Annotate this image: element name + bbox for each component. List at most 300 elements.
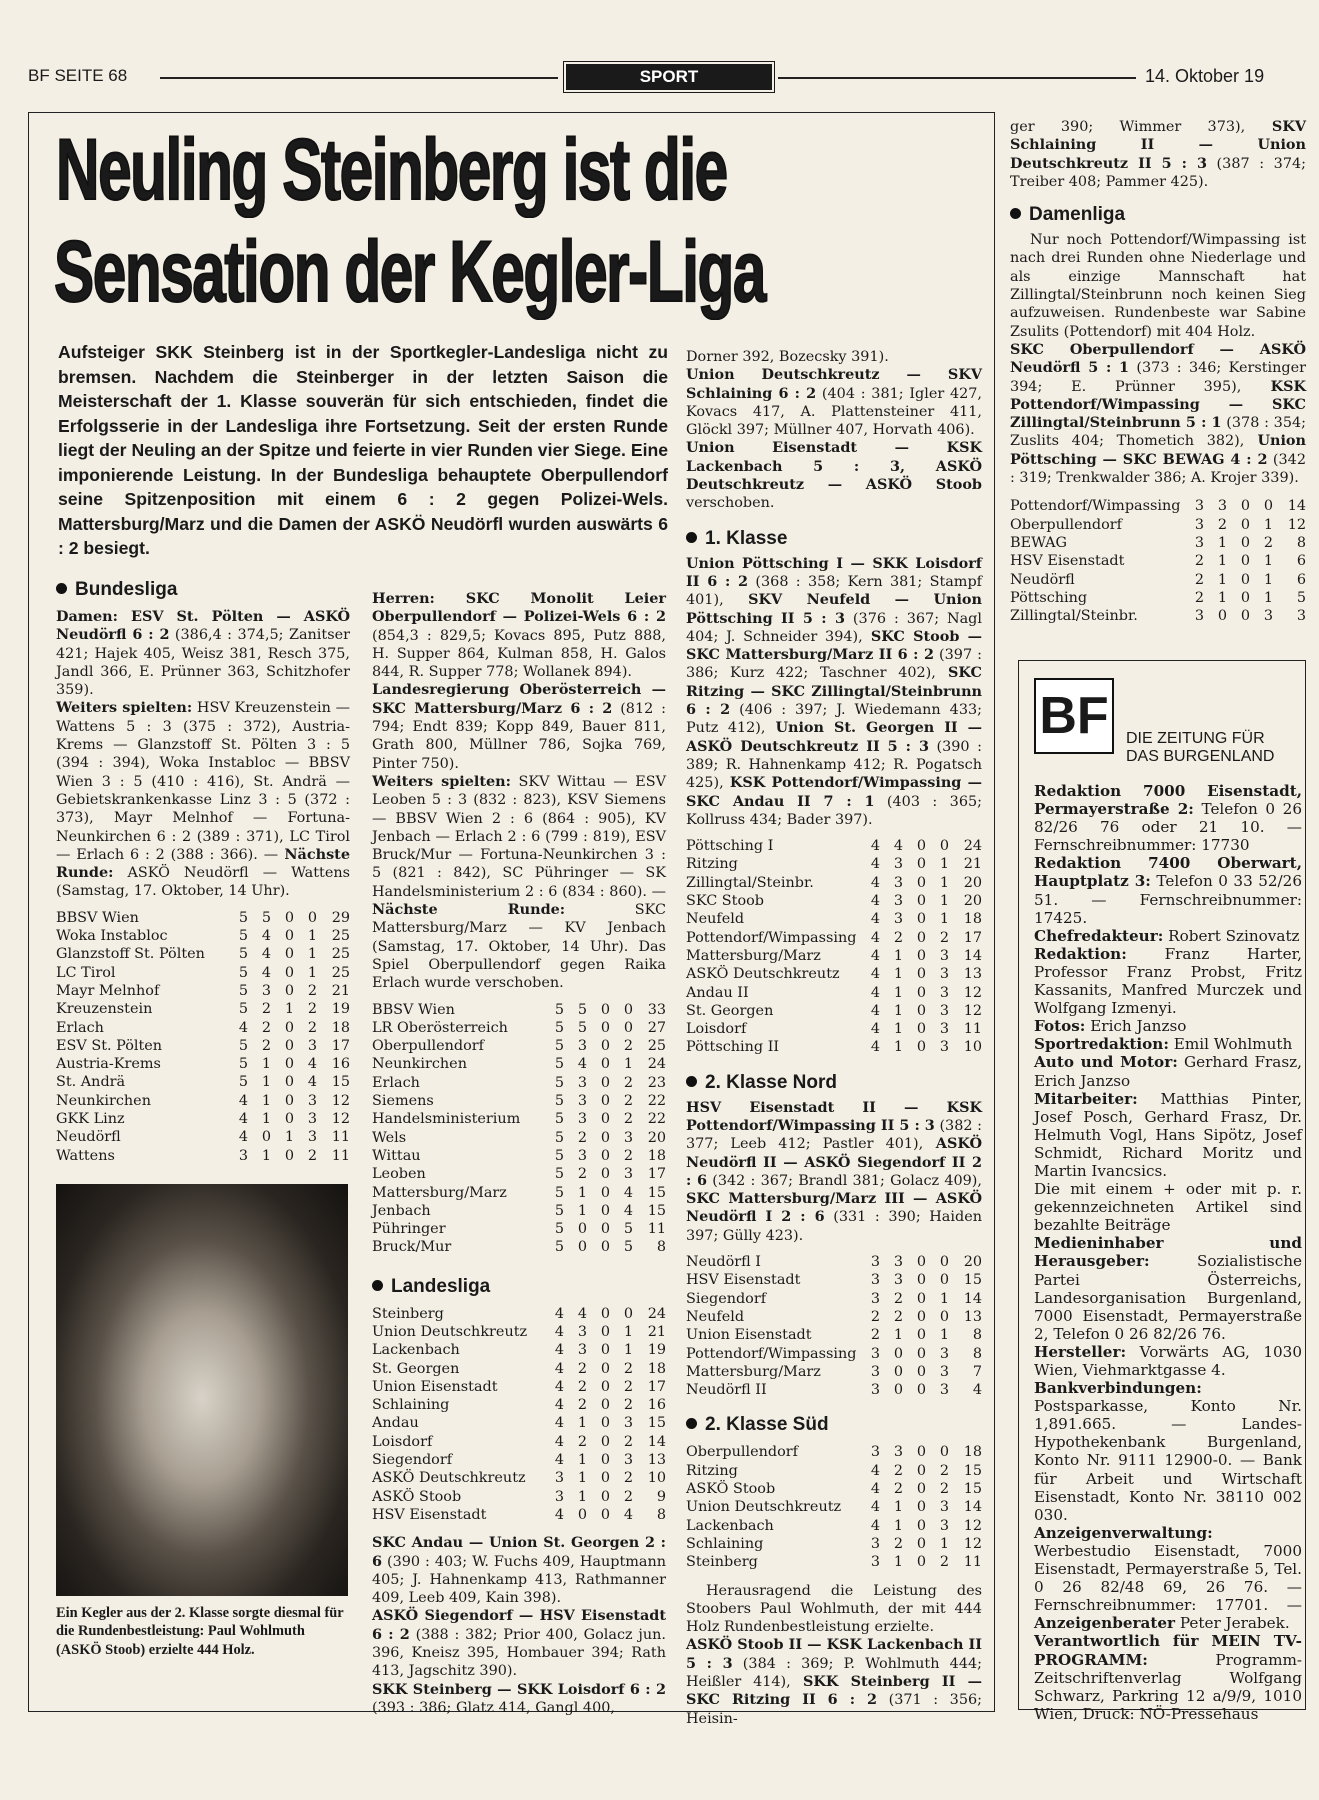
stat-cell: 4: [623, 1202, 634, 1219]
table-row: [372, 1433, 666, 1451]
stat-cell: 4: [554, 1506, 565, 1523]
stat-cell: 17: [963, 929, 982, 946]
stat-cell: 2: [577, 1166, 588, 1183]
stat-cell: 3: [939, 1039, 950, 1056]
stat-cell: 0: [916, 1345, 927, 1362]
table-row: [372, 1378, 666, 1396]
table-row: [372, 1360, 666, 1378]
team-name: Schlaining: [372, 1397, 450, 1414]
table-row: [56, 964, 350, 982]
stat-cell: 5: [577, 1019, 588, 1036]
team-name: ASKÖ Deutschkreutz: [372, 1470, 526, 1487]
table-row: [1010, 552, 1306, 570]
table-row: [372, 1238, 666, 1256]
team-name: Ritzing: [686, 1462, 738, 1479]
table-row: [372, 1074, 666, 1092]
table-row: [686, 1535, 982, 1553]
table-row: [372, 1488, 666, 1506]
stat-cell: 0: [284, 964, 295, 981]
stat-cell: 1: [1217, 589, 1228, 606]
stat-cell: 3: [1296, 608, 1306, 625]
stat-cell: 3: [577, 1147, 588, 1164]
stat-cell: 0: [916, 911, 927, 928]
stat-cell: 0: [577, 1239, 588, 1256]
stat-cell: 0: [916, 856, 927, 873]
stat-cell: 3: [1194, 498, 1205, 515]
stat-cell: 0: [916, 838, 927, 855]
stat-cell: 3: [893, 1254, 904, 1271]
stat-cell: 1: [577, 1488, 588, 1505]
standings-table-damenliga: [1010, 497, 1306, 625]
stat-cell: 0: [284, 1092, 295, 1109]
stat-cell: 18: [963, 1444, 982, 1461]
table-row: [686, 1271, 982, 1289]
stat-cell: 3: [893, 856, 904, 873]
stat-cell: 0: [600, 1506, 611, 1523]
team-name: St. Georgen: [686, 1002, 774, 1019]
stat-cell: 5: [554, 1147, 565, 1164]
team-name: HSV Eisenstadt: [686, 1272, 801, 1289]
table-row: [686, 947, 982, 965]
team-name: Handelsministerium: [372, 1111, 521, 1128]
stat-cell: 0: [600, 1221, 611, 1238]
team-name: Pottendorf/Wimpassing: [1010, 498, 1181, 515]
stat-cell: 0: [893, 1363, 904, 1380]
team-name: Erlach: [372, 1074, 420, 1091]
stat-cell: 25: [331, 946, 350, 963]
team-name: ESV St. Pölten: [56, 1037, 163, 1054]
team-name: Oberpullendorf: [1010, 516, 1122, 533]
team-name: ASKÖ Stoob: [686, 1481, 776, 1498]
table-row: [372, 1220, 666, 1238]
stat-cell: 5: [623, 1221, 634, 1238]
stat-cell: 2: [577, 1433, 588, 1450]
stat-cell: 4: [577, 1305, 588, 1322]
table-row: [56, 927, 350, 945]
stat-cell: 22: [647, 1093, 666, 1110]
stat-cell: 0: [284, 1037, 295, 1054]
stat-cell: 0: [600, 1323, 611, 1340]
section-heading-2-klasse-nord: 2. Klasse Nord: [686, 1071, 982, 1095]
stat-cell: 0: [1240, 534, 1251, 551]
stat-cell: 4: [870, 1021, 881, 1038]
stat-cell: 3: [939, 966, 950, 983]
stat-cell: 4: [972, 1382, 982, 1399]
stat-cell: 1: [893, 966, 904, 983]
stat-cell: 12: [331, 1092, 350, 1109]
stat-cell: 21: [331, 982, 350, 999]
team-name: Union Deutschkreutz: [686, 1499, 842, 1516]
stat-cell: 2: [261, 1001, 272, 1018]
stat-cell: 0: [284, 1056, 295, 1073]
stat-cell: 9: [656, 1488, 666, 1505]
stat-cell: 2: [623, 1397, 634, 1414]
section-heading-bundesliga: Bundesliga: [56, 578, 350, 602]
stat-cell: 8: [1296, 534, 1306, 551]
table-row: [56, 1110, 350, 1128]
stat-cell: 1: [261, 1111, 272, 1128]
stat-cell: 4: [554, 1342, 565, 1359]
stat-cell: 1: [939, 874, 950, 891]
player-photo: [56, 1184, 348, 1596]
stat-cell: 3: [893, 1272, 904, 1289]
stat-cell: 0: [916, 984, 927, 1001]
2-klasse-sued-report: Herausragend die Leistung des Stoobers Paul Wohlmuth, der mit 444 Holz Rundenbestleistung erzielte. ASKÖ Stoob II — KSK Lackenbach II 5 : 3 (384 : 369; P. Wohlmuth 444; Heißler 414), SKK Steinberg II — SKC Ritzing II 6 : 2 (371 : 356; Heisin-: [686, 1582, 982, 1727]
stat-cell: 2: [870, 1308, 881, 1325]
stat-cell: 3: [870, 1444, 881, 1461]
standings-table-bundesliga-damen: [56, 909, 350, 1165]
stat-cell: 18: [647, 1147, 666, 1164]
team-name: Ritzing: [686, 856, 738, 873]
stat-cell: 0: [600, 1184, 611, 1201]
stat-cell: 0: [307, 909, 318, 926]
stat-cell: 5: [238, 1037, 249, 1054]
table-row: [372, 1414, 666, 1432]
stat-cell: 8: [656, 1239, 666, 1256]
stat-cell: 2: [623, 1488, 634, 1505]
stat-cell: 19: [331, 1001, 350, 1018]
stat-cell: 0: [284, 1111, 295, 1128]
team-name: Loisdorf: [372, 1433, 433, 1450]
newspaper-slogan: DIE ZEITUNG FÜR DAS BURGENLAND: [1126, 730, 1275, 765]
stat-cell: 27: [647, 1019, 666, 1036]
section-badge: SPORT: [566, 64, 772, 90]
team-name: Pottendorf/Wimpassing: [686, 1345, 857, 1362]
bullet-icon: [372, 1280, 383, 1291]
stat-cell: 5: [238, 909, 249, 926]
stat-cell: 5: [554, 1093, 565, 1110]
damenliga-report-intro: ger 390; Wimmer 373), SKV Schlaining II — Union Deutschkreutz II 5 : 3 (387 : 374; Treiber 408; Pammer 425).: [1010, 118, 1306, 190]
stat-cell: 3: [307, 1129, 318, 1146]
team-name: Austria-Krems: [56, 1056, 161, 1073]
stat-cell: 0: [284, 946, 295, 963]
stat-cell: 3: [623, 1452, 634, 1469]
stat-cell: 0: [261, 1129, 272, 1146]
team-name: Neunkirchen: [372, 1056, 467, 1073]
stat-cell: 15: [963, 1481, 982, 1498]
stat-cell: 4: [870, 856, 881, 873]
table-row: [372, 1323, 666, 1341]
stat-cell: 2: [623, 1074, 634, 1091]
stat-cell: 2: [939, 1481, 950, 1498]
stat-cell: 3: [238, 1147, 249, 1164]
table-row: [686, 1553, 982, 1571]
stat-cell: 0: [916, 966, 927, 983]
stat-cell: 4: [870, 947, 881, 964]
stat-cell: 1: [1263, 589, 1274, 606]
table-row: [56, 1073, 350, 1091]
stat-cell: 0: [577, 1506, 588, 1523]
stat-cell: 3: [939, 1517, 950, 1534]
stat-cell: 12: [963, 1535, 982, 1552]
stat-cell: 11: [647, 1221, 666, 1238]
team-name: Erlach: [56, 1019, 104, 1036]
stat-cell: 4: [307, 1056, 318, 1073]
stat-cell: 13: [963, 966, 982, 983]
stat-cell: 0: [916, 1254, 927, 1271]
stat-cell: 4: [870, 1039, 881, 1056]
stat-cell: 4: [870, 929, 881, 946]
1-klasse-report: Union Pöttsching I — SKK Loisdorf II 6 : 2 (368 : 358; Kern 381; Stampf 401), SKV Neufeld — Union Pöttsching II 5 : 3 (376 : 367; Nagl 404; J. Schneider 394), SKC Stoob — SKC Mattersburg/Marz II 6 : 2 (397 : 386; Kurz 422; Taschner 402), SKC Ritzing — SKC Zillingtal/Steinbrunn 6 : 2 (406 : 397; J. Wiedemann 433; Putz 412), Union St. Georgen II — ASKÖ Deutschkreutz II 5 : 3 (390 : 389; R. Hahnenkamp 412; R. Pogatsch 425), KSK Pottendorf/Wimpassing — SKC Andau II 7 : 1 (403 : 365; Kollruss 434; Bader 397).: [686, 554, 983, 828]
stat-cell: 0: [916, 893, 927, 910]
stat-cell: 3: [577, 1074, 588, 1091]
stat-cell: 1: [623, 1323, 634, 1340]
stat-cell: 0: [916, 874, 927, 891]
stat-cell: 3: [893, 911, 904, 928]
stat-cell: 14: [1287, 498, 1306, 515]
table-row: [372, 1092, 666, 1110]
stat-cell: 1: [893, 1554, 904, 1571]
team-name: Pöttsching II: [686, 1039, 780, 1056]
table-row: [686, 984, 982, 1002]
stat-cell: 5: [238, 1001, 249, 1018]
stat-cell: 3: [307, 1037, 318, 1054]
stat-cell: 3: [939, 947, 950, 964]
table-row: [372, 1037, 666, 1055]
stat-cell: 3: [870, 1345, 881, 1362]
stat-cell: 0: [623, 1001, 634, 1018]
stat-cell: 0: [600, 1093, 611, 1110]
stat-cell: 0: [916, 1382, 927, 1399]
stat-cell: 0: [284, 1019, 295, 1036]
stat-cell: 2: [1194, 589, 1205, 606]
stat-cell: 4: [554, 1433, 565, 1450]
stat-cell: 3: [893, 874, 904, 891]
stat-cell: 1: [261, 1074, 272, 1091]
stat-cell: 0: [600, 1452, 611, 1469]
stat-cell: 3: [939, 1382, 950, 1399]
stat-cell: 0: [1240, 608, 1251, 625]
headline-line-1: Neuling Steinberg ist die: [56, 122, 727, 218]
table-row: [686, 1038, 982, 1056]
section-heading-damenliga: Damenliga: [1010, 203, 1306, 227]
stat-cell: 4: [238, 1019, 249, 1036]
table-row: [372, 1202, 666, 1220]
stat-cell: 2: [1217, 516, 1228, 533]
stat-cell: 0: [916, 1517, 927, 1534]
stat-cell: 3: [870, 1363, 881, 1380]
stat-cell: 0: [939, 1272, 950, 1289]
stat-cell: 2: [577, 1129, 588, 1146]
stat-cell: 10: [963, 1039, 982, 1056]
stat-cell: 15: [963, 1272, 982, 1289]
team-name: Bruck/Mur: [372, 1239, 452, 1256]
stat-cell: 3: [623, 1129, 634, 1146]
stat-cell: 4: [261, 946, 272, 963]
column-2: [372, 590, 666, 1717]
stat-cell: 1: [577, 1452, 588, 1469]
stat-cell: 0: [916, 1327, 927, 1344]
stat-cell: 0: [916, 1039, 927, 1056]
stat-cell: 0: [600, 1488, 611, 1505]
stat-cell: 0: [916, 1363, 927, 1380]
team-name: LR Oberösterreich: [372, 1019, 508, 1036]
stat-cell: 0: [916, 1444, 927, 1461]
stat-cell: 1: [261, 1092, 272, 1109]
stat-cell: 2: [623, 1093, 634, 1110]
stat-cell: 20: [963, 893, 982, 910]
table-row: [686, 929, 982, 947]
team-name: Jenbach: [372, 1202, 431, 1219]
table-row: [686, 1020, 982, 1038]
stat-cell: 2: [1194, 571, 1205, 588]
landesliga-report: SKC Andau — Union St. Georgen 2 : 6 (390 : 403; W. Fuchs 409, Hauptmann 405; J. Hahnenkamp 413, Rathmanner 409, Leeb 409, Kain 398). ASKÖ Siegendorf — HSV Eisenstadt 6 : 2 (388 : 382; Prior 400, Golacz jun. 396, Kneisz 395, Hombauer 394; Rath 413, Jagschitz 390). SKK Steinberg — SKK Loisdorf 6 : 2 (393 : 386; Glatz 414, Gangl 400,: [372, 1534, 667, 1716]
table-row: [372, 1305, 666, 1323]
stat-cell: 3: [1194, 608, 1205, 625]
team-name: St. Georgen: [372, 1360, 460, 1377]
stat-cell: 29: [331, 909, 350, 926]
table-row: [686, 1517, 982, 1535]
header-rule-left: [160, 77, 558, 79]
stat-cell: 0: [916, 947, 927, 964]
stat-cell: 15: [963, 1462, 982, 1479]
stat-cell: 3: [1194, 534, 1205, 551]
table-row: [686, 910, 982, 928]
stat-cell: 8: [972, 1345, 982, 1362]
stat-cell: 0: [916, 929, 927, 946]
stat-cell: 1: [939, 1327, 950, 1344]
stat-cell: 0: [916, 1308, 927, 1325]
stat-cell: 4: [623, 1506, 634, 1523]
stat-cell: 3: [939, 1345, 950, 1362]
team-name: Mayr Melnhof: [56, 982, 160, 999]
stat-cell: 3: [1263, 608, 1274, 625]
stat-cell: 5: [554, 1056, 565, 1073]
stat-cell: 33: [647, 1001, 666, 1018]
stat-cell: 4: [623, 1184, 634, 1201]
section-heading-1-klasse: 1. Klasse: [686, 527, 982, 551]
stat-cell: 5: [554, 1221, 565, 1238]
stat-cell: 4: [554, 1323, 565, 1340]
team-name: Woka Instabloc: [56, 928, 168, 945]
table-row: [686, 1381, 982, 1399]
stat-cell: 14: [963, 947, 982, 964]
stat-cell: 23: [647, 1074, 666, 1091]
stat-cell: 3: [870, 1254, 881, 1271]
team-name: Pöttsching: [1010, 589, 1088, 606]
table-row: [372, 1001, 666, 1019]
team-name: Neudörfl: [56, 1129, 121, 1146]
stat-cell: 3: [261, 982, 272, 999]
stat-cell: 1: [893, 1517, 904, 1534]
table-row: [1010, 534, 1306, 552]
table-row: [686, 1462, 982, 1480]
stat-cell: 2: [1263, 534, 1274, 551]
stat-cell: 0: [600, 1129, 611, 1146]
stat-cell: 12: [331, 1111, 350, 1128]
stat-cell: 15: [647, 1184, 666, 1201]
stat-cell: 3: [939, 984, 950, 1001]
stat-cell: 4: [554, 1415, 565, 1432]
stat-cell: 3: [870, 1290, 881, 1307]
stat-cell: 0: [577, 1221, 588, 1238]
stat-cell: 5: [1296, 589, 1306, 606]
stat-cell: 25: [331, 964, 350, 981]
stat-cell: 5: [238, 964, 249, 981]
stat-cell: 0: [600, 1397, 611, 1414]
stat-cell: 17: [331, 1037, 350, 1054]
stat-cell: 4: [870, 874, 881, 891]
team-name: Kreuzenstein: [56, 1001, 153, 1018]
stat-cell: 4: [554, 1305, 565, 1322]
stat-cell: 8: [656, 1506, 666, 1523]
stat-cell: 0: [623, 1019, 634, 1036]
stat-cell: 0: [1240, 498, 1251, 515]
stat-cell: 0: [1263, 498, 1274, 515]
stat-cell: 2: [623, 1360, 634, 1377]
bullet-icon: [686, 532, 697, 543]
stat-cell: 3: [554, 1488, 565, 1505]
stat-cell: 3: [307, 1111, 318, 1128]
team-name: Pottendorf/Wimpassing: [686, 929, 857, 946]
stat-cell: 2: [307, 982, 318, 999]
stat-cell: 5: [554, 1202, 565, 1219]
stat-cell: 5: [238, 1056, 249, 1073]
stat-cell: 4: [554, 1360, 565, 1377]
team-name: Union Eisenstadt: [372, 1378, 498, 1395]
table-row: [686, 1290, 982, 1308]
table-row: [686, 1345, 982, 1363]
stat-cell: 3: [1194, 516, 1205, 533]
photo-caption: Ein Kegler aus der 2. Klasse sorgte diesmal für die Rundenbestleistung: Paul Wohlmuth (ASKÖ Stoob) erzielte 444 Holz.: [56, 1605, 344, 1658]
stat-cell: 0: [284, 928, 295, 945]
team-name: Wattens: [56, 1147, 115, 1164]
stat-cell: 20: [963, 1254, 982, 1271]
stat-cell: 0: [916, 1535, 927, 1552]
table-row: [372, 1396, 666, 1414]
stat-cell: 0: [600, 1378, 611, 1395]
section-heading-2-klasse-sued: 2. Klasse Süd: [686, 1413, 982, 1437]
stat-cell: 15: [647, 1202, 666, 1219]
team-name: Wittau: [372, 1147, 421, 1164]
stat-cell: 14: [963, 1499, 982, 1516]
stat-cell: 3: [870, 1554, 881, 1571]
stat-cell: 0: [600, 1342, 611, 1359]
stat-cell: 1: [577, 1415, 588, 1432]
stat-cell: 0: [600, 1147, 611, 1164]
stat-cell: 2: [939, 1462, 950, 1479]
team-name: Pühringer: [372, 1221, 446, 1238]
table-row: [686, 892, 982, 910]
stat-cell: 3: [554, 1470, 565, 1487]
lead-paragraph: Aufsteiger SKK Steinberg ist in der Sportkegler-Landesliga nicht zu bremsen. Nachdem die Steinberger in der letzten Saison die Meisterschaft der 1. Klasse souverän für sich entschieden, findet die Erfolgsserie in der Landesliga ihre Fortsetzung. Seit der ersten Runde liegt der Neuling an der Spitze und feierte in vier Runden vier Siege. Eine imponierende Leistung. In der Bundesliga behauptete Oberpullendorf seine Spitzenposition mit einem 6 : 2 gegen Polizei-Wels. Mattersburg/Marz und die Damen der ASKÖ Neudörfl wurden auswärts 6 : 2 besiegt.: [58, 342, 668, 558]
stat-cell: 2: [870, 1327, 881, 1344]
stat-cell: 21: [647, 1323, 666, 1340]
stat-cell: 1: [284, 1001, 295, 1018]
stat-cell: 5: [238, 928, 249, 945]
table-row: [56, 1037, 350, 1055]
team-name: Mattersburg/Marz: [686, 947, 821, 964]
team-name: Mattersburg/Marz: [686, 1363, 821, 1380]
stat-cell: 3: [939, 1363, 950, 1380]
stat-cell: 3: [623, 1415, 634, 1432]
stat-cell: 15: [647, 1415, 666, 1432]
stat-cell: 1: [939, 893, 950, 910]
team-name: Siegendorf: [686, 1290, 767, 1307]
stat-cell: 6: [1296, 571, 1306, 588]
table-row: [1010, 571, 1306, 589]
stat-cell: 1: [261, 1056, 272, 1073]
stat-cell: 12: [963, 1002, 982, 1019]
stat-cell: 3: [870, 1382, 881, 1399]
standings-table-2-klasse-nord: [686, 1253, 982, 1399]
table-row: [686, 1480, 982, 1498]
standings-table-2-klasse-sued: [686, 1443, 982, 1571]
stat-cell: 4: [261, 964, 272, 981]
stat-cell: 0: [916, 1462, 927, 1479]
stat-cell: 4: [554, 1452, 565, 1469]
stat-cell: 0: [893, 1345, 904, 1362]
